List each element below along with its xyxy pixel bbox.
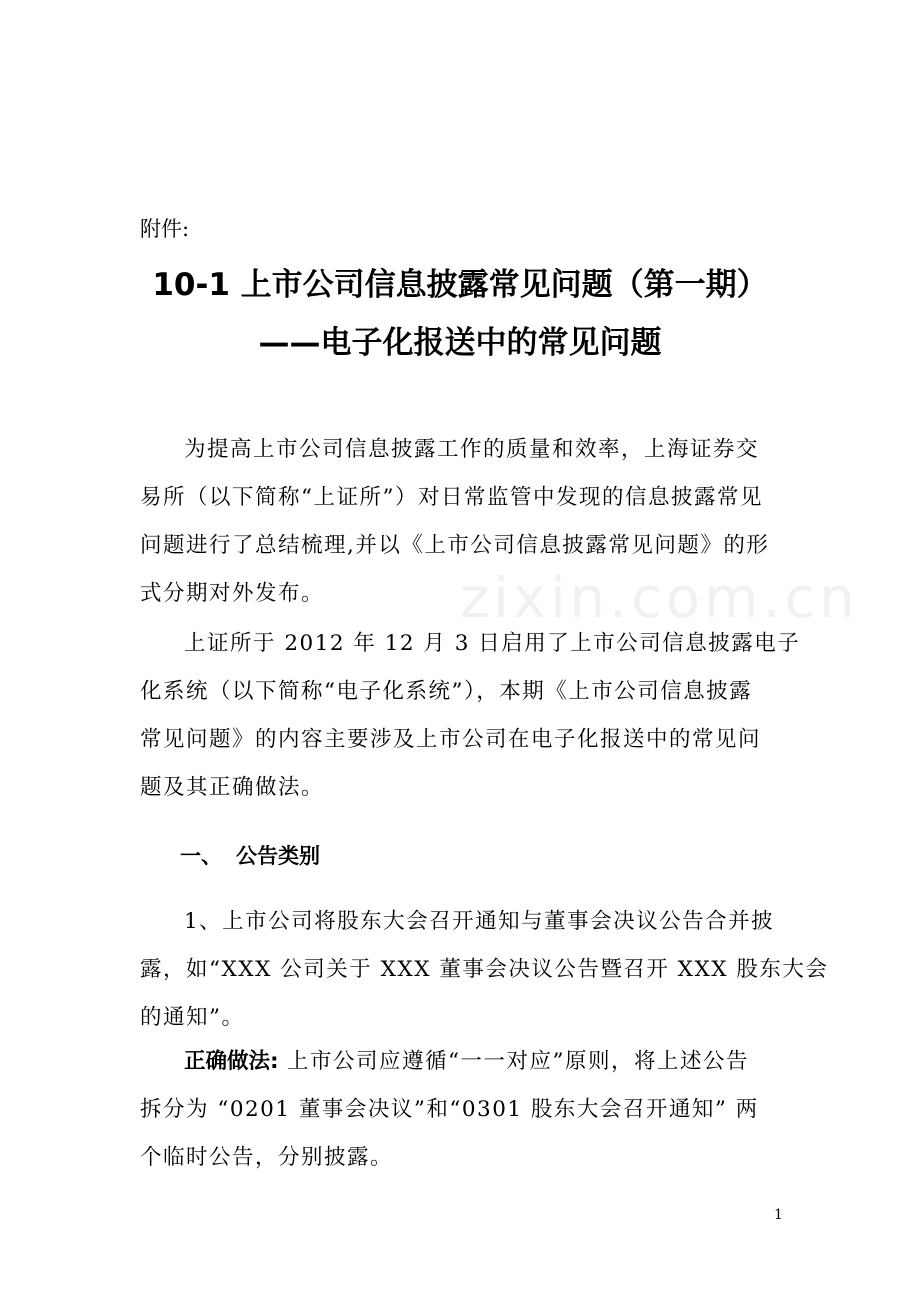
section-title: 公告类别: [236, 844, 320, 868]
paragraph-line: 易所（以下简称“上证所”）对日常监管中发现的信息披露常见: [140, 485, 763, 510]
title-line-2: ——电子化报送中的常见问题: [258, 325, 662, 361]
paragraph-line: 个临时公告，分别披露。: [140, 1145, 394, 1170]
paragraph-line: 的通知”。: [140, 1005, 245, 1030]
correct-practice-paragraph: [140, 1038, 780, 1182]
intro-paragraph: [140, 426, 780, 618]
paragraph-line: 题及其正确做法。: [140, 775, 325, 800]
system-paragraph: [140, 620, 801, 812]
document-title: [130, 256, 790, 372]
paragraph-line: 式分期对外发布。: [140, 581, 325, 606]
paragraph-line: 常见问题》的内容主要涉及上市公司在电子化报送中的常见问: [140, 727, 762, 752]
paragraph-line: [140, 1038, 780, 1086]
page-number: 1: [774, 1207, 783, 1223]
paragraph-line: 上证所于 2012 年 12 月 3 日启用了上市公司信息披露电子: [184, 631, 801, 656]
attachment-label: 附件:: [140, 217, 190, 241]
paragraph-line: 拆分为 “0201 董事会决议”和“0301 股东大会召开通知” 两: [140, 1097, 759, 1122]
title-line-1: 10-1 上市公司信息披露常见问题（第一期）: [152, 267, 768, 303]
paragraph-line: 露，如“XXX 公司关于 XXX 董事会决议公告暨召开 XXX 股东大会: [140, 957, 829, 982]
watermark-text: zixin.com.cn: [460, 566, 859, 631]
paragraph-line: 为提高上市公司信息披露工作的质量和效率，上海证券交: [184, 437, 760, 462]
section-heading: [180, 832, 320, 880]
correct-practice-text: 上市公司应遵循“一一对应”原则，将上述公告: [278, 1049, 749, 1074]
paragraph-line: 问题进行了总结梳理,并以《上市公司信息披露常见问题》的形: [140, 533, 770, 558]
paragraph-line: 化系统（以下简称“电子化系统”），本期《上市公司信息披露: [140, 679, 753, 704]
section-number: 一、: [180, 844, 222, 868]
item-1-paragraph: [140, 898, 829, 1042]
paragraph-line: 1、上市公司将股东大会召开通知与董事会决议公告合并披: [184, 909, 775, 934]
correct-practice-label: 正确做法: [184, 1049, 271, 1074]
correct-practice-colon: :: [270, 1049, 279, 1074]
